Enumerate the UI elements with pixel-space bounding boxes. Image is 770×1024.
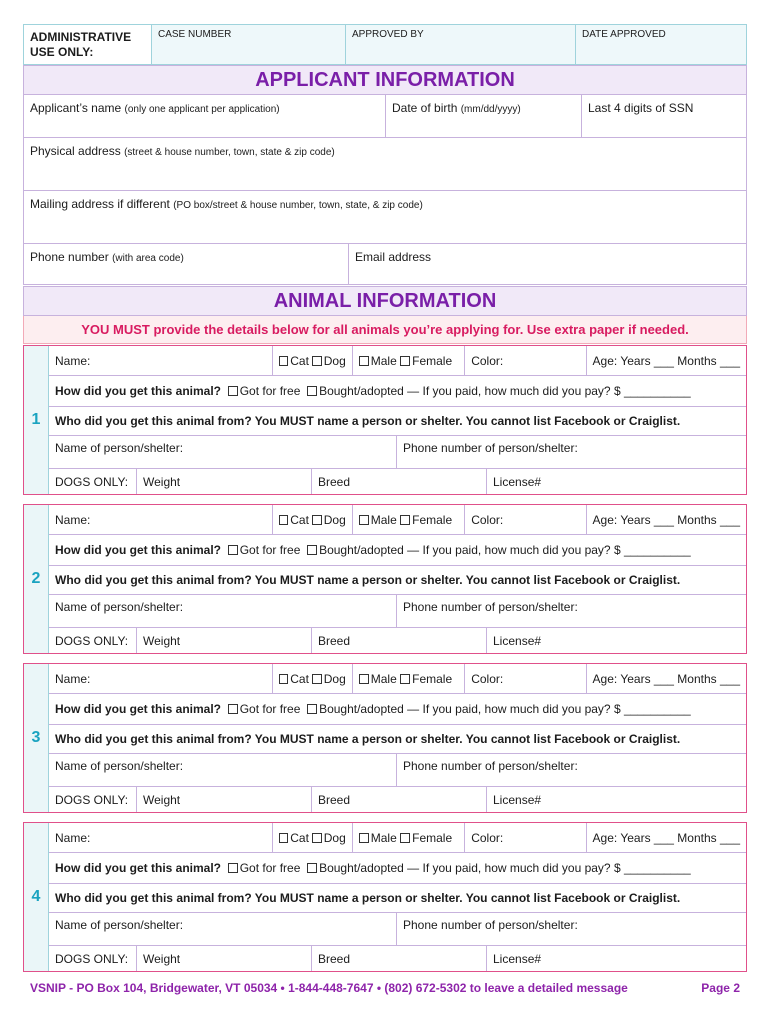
cat-checkbox[interactable] bbox=[279, 674, 288, 684]
age-label: Age: Years ___ Months ___ bbox=[592, 353, 740, 368]
dob-field[interactable] bbox=[386, 95, 582, 137]
license-field[interactable] bbox=[487, 946, 746, 971]
color-field[interactable] bbox=[465, 823, 586, 852]
person-phone-field[interactable] bbox=[397, 913, 746, 945]
phone-note: (with area code) bbox=[112, 253, 184, 264]
person-shelter-label: Name of person/shelter: bbox=[55, 918, 184, 932]
cat-label: Cat bbox=[290, 830, 309, 845]
animal-block-4 bbox=[23, 822, 747, 972]
dogs-only-label: DOGS ONLY: bbox=[55, 792, 129, 807]
applicant-name-label: Applicant’s name bbox=[30, 101, 122, 115]
weight-field[interactable] bbox=[137, 628, 312, 653]
breed-label: Breed bbox=[318, 633, 351, 648]
mailing-address-field[interactable] bbox=[23, 191, 747, 244]
breed-field[interactable] bbox=[312, 469, 487, 494]
license-label: License# bbox=[493, 633, 542, 648]
weight-field[interactable] bbox=[137, 469, 312, 494]
dogs-only-cell bbox=[49, 469, 137, 494]
age-field[interactable] bbox=[587, 505, 746, 534]
animal-number: 4 bbox=[31, 888, 41, 905]
person-shelter-field[interactable] bbox=[49, 436, 397, 468]
person-phone-label: Phone number of person/shelter: bbox=[403, 441, 578, 455]
breed-field[interactable] bbox=[312, 628, 487, 653]
animal-row-dogs bbox=[49, 628, 746, 653]
cat-checkbox[interactable] bbox=[279, 833, 288, 843]
animal-row-source bbox=[49, 725, 746, 754]
sex-choice bbox=[353, 664, 465, 693]
person-shelter-field[interactable] bbox=[49, 754, 397, 786]
animal-name-field[interactable] bbox=[49, 346, 273, 375]
applicant-row-1 bbox=[23, 95, 747, 138]
dog-checkbox[interactable] bbox=[312, 515, 321, 525]
dogs-only-cell bbox=[49, 787, 137, 812]
animal-name-field[interactable] bbox=[49, 505, 273, 534]
color-label: Color: bbox=[471, 512, 504, 527]
color-field[interactable] bbox=[465, 346, 586, 375]
free-checkbox[interactable] bbox=[228, 386, 238, 396]
free-checkbox[interactable] bbox=[228, 863, 238, 873]
dog-label: Dog bbox=[323, 353, 346, 368]
animal-row-source bbox=[49, 566, 746, 595]
footer bbox=[30, 981, 740, 995]
animal-row-basic bbox=[49, 664, 746, 694]
animal-warning: YOU MUST provide the details below for all animals you’re applying for. Use extra paper if needed. bbox=[23, 316, 747, 344]
bought-label: Bought/adopted bbox=[319, 702, 404, 716]
animal-name-label: Name: bbox=[55, 671, 91, 686]
phone-field[interactable] bbox=[24, 244, 349, 284]
breed-label: Breed bbox=[318, 951, 351, 966]
sex-choice bbox=[353, 346, 465, 375]
breed-label: Breed bbox=[318, 474, 351, 489]
species-choice bbox=[273, 346, 353, 375]
bought-checkbox[interactable] bbox=[307, 386, 317, 396]
female-checkbox[interactable] bbox=[400, 515, 410, 525]
bought-label: Bought/adopted bbox=[319, 543, 404, 557]
bought-label: Bought/adopted bbox=[319, 384, 404, 398]
paid-amount-label[interactable]: — If you paid, how much did you pay? $ __________ bbox=[407, 702, 691, 716]
male-label: Male bbox=[370, 830, 397, 845]
person-phone-field[interactable] bbox=[397, 436, 746, 468]
animal-block-2 bbox=[23, 504, 747, 654]
age-label: Age: Years ___ Months ___ bbox=[592, 512, 740, 527]
dogs-only-cell bbox=[49, 946, 137, 971]
admin-bar bbox=[23, 24, 747, 65]
breed-label: Breed bbox=[318, 792, 351, 807]
source-instruction: Who did you get this animal from? You MUST name a person or shelter. You cannot list Facebook or Craiglist. bbox=[55, 573, 681, 587]
paid-amount-label[interactable]: — If you paid, how much did you pay? $ __________ bbox=[407, 543, 691, 557]
weight-label: Weight bbox=[143, 474, 181, 489]
weight-label: Weight bbox=[143, 951, 181, 966]
bought-checkbox[interactable] bbox=[307, 545, 317, 555]
physical-address-note: (street & house number, town, state & zip code) bbox=[124, 147, 335, 158]
approved-by-field[interactable]: APPROVED BY bbox=[346, 25, 576, 64]
animal-number: 2 bbox=[31, 570, 41, 587]
sex-choice bbox=[353, 505, 465, 534]
weight-label: Weight bbox=[143, 792, 181, 807]
animal-row-person bbox=[49, 595, 746, 628]
age-label: Age: Years ___ Months ___ bbox=[592, 671, 740, 686]
color-label: Color: bbox=[471, 353, 504, 368]
female-label: Female bbox=[412, 353, 453, 368]
license-field[interactable] bbox=[487, 469, 746, 494]
free-label: Got for free bbox=[239, 384, 301, 398]
weight-field[interactable] bbox=[137, 946, 312, 971]
dogs-only-label: DOGS ONLY: bbox=[55, 633, 129, 648]
age-field[interactable] bbox=[587, 664, 746, 693]
person-shelter-label: Name of person/shelter: bbox=[55, 600, 184, 614]
animal-row-source bbox=[49, 884, 746, 913]
phone-label: Phone number bbox=[30, 250, 109, 264]
animal-number: 1 bbox=[31, 411, 41, 428]
person-shelter-label: Name of person/shelter: bbox=[55, 759, 184, 773]
animal-number: 3 bbox=[31, 729, 41, 746]
license-field[interactable] bbox=[487, 787, 746, 812]
person-shelter-field[interactable] bbox=[49, 595, 397, 627]
how-question: How did you get this animal? bbox=[55, 702, 222, 716]
dog-label: Dog bbox=[323, 512, 346, 527]
acquired-field bbox=[49, 694, 746, 724]
animal-row-acquired bbox=[49, 376, 746, 407]
weight-field[interactable] bbox=[137, 787, 312, 812]
male-checkbox[interactable] bbox=[359, 356, 369, 366]
free-checkbox[interactable] bbox=[228, 545, 238, 555]
species-choice bbox=[273, 664, 353, 693]
ssn-field[interactable] bbox=[582, 95, 746, 137]
cat-label: Cat bbox=[290, 512, 309, 527]
person-phone-field[interactable] bbox=[397, 754, 746, 786]
date-approved-field[interactable]: DATE APPROVED bbox=[582, 29, 666, 40]
animal-row-dogs bbox=[49, 787, 746, 812]
animal-row-basic bbox=[49, 823, 746, 853]
animal-row-acquired bbox=[49, 694, 746, 725]
paid-amount-label[interactable]: — If you paid, how much did you pay? $ __________ bbox=[407, 861, 691, 875]
email-field[interactable] bbox=[349, 244, 746, 284]
dog-checkbox[interactable] bbox=[312, 674, 321, 684]
free-checkbox[interactable] bbox=[228, 704, 238, 714]
male-checkbox[interactable] bbox=[359, 515, 369, 525]
cat-label: Cat bbox=[290, 671, 309, 686]
case-number-field[interactable]: CASE NUMBER bbox=[152, 25, 346, 64]
female-label: Female bbox=[412, 512, 453, 527]
animal-name-label: Name: bbox=[55, 512, 91, 527]
acquired-field bbox=[49, 853, 746, 883]
female-checkbox[interactable] bbox=[400, 833, 410, 843]
applicant-section-title: APPLICANT INFORMATION bbox=[23, 65, 747, 95]
color-label: Color: bbox=[471, 671, 504, 686]
animal-row-basic bbox=[49, 505, 746, 535]
applicant-row-contact bbox=[23, 244, 747, 285]
dog-label: Dog bbox=[323, 830, 346, 845]
color-field[interactable] bbox=[465, 664, 586, 693]
how-question: How did you get this animal? bbox=[55, 861, 222, 875]
free-label: Got for free bbox=[239, 702, 301, 716]
female-label: Female bbox=[412, 671, 453, 686]
cat-label: Cat bbox=[290, 353, 309, 368]
dob-note: (mm/dd/yyyy) bbox=[460, 104, 521, 115]
mailing-address-note: (PO box/street & house number, town, state, & zip code) bbox=[173, 200, 423, 211]
animal-row-dogs bbox=[49, 946, 746, 971]
animal-row-acquired bbox=[49, 535, 746, 566]
dog-label: Dog bbox=[323, 671, 346, 686]
dogs-only-label: DOGS ONLY: bbox=[55, 474, 129, 489]
cat-checkbox[interactable] bbox=[279, 356, 288, 366]
color-field[interactable] bbox=[465, 505, 586, 534]
male-checkbox[interactable] bbox=[359, 674, 369, 684]
species-choice bbox=[273, 505, 353, 534]
mailing-address-label: Mailing address if different bbox=[30, 197, 170, 211]
age-field[interactable] bbox=[587, 823, 746, 852]
person-phone-label: Phone number of person/shelter: bbox=[403, 759, 578, 773]
animal-row-person bbox=[49, 754, 746, 787]
license-label: License# bbox=[493, 474, 542, 489]
male-label: Male bbox=[370, 512, 397, 527]
ssn-label: Last 4 digits of SSN bbox=[588, 101, 694, 115]
cat-checkbox[interactable] bbox=[279, 515, 288, 525]
animal-section-title: ANIMAL INFORMATION bbox=[23, 286, 747, 316]
license-field[interactable] bbox=[487, 628, 746, 653]
page-number: Page 2 bbox=[701, 981, 740, 995]
dog-checkbox[interactable] bbox=[312, 833, 321, 843]
animal-row-dogs bbox=[49, 469, 746, 494]
person-phone-label: Phone number of person/shelter: bbox=[403, 918, 578, 932]
bought-checkbox[interactable] bbox=[307, 704, 317, 714]
animal-block-3 bbox=[23, 663, 747, 813]
applicant-name-note: (only one applicant per application) bbox=[124, 104, 280, 115]
email-label: Email address bbox=[355, 250, 432, 264]
license-label: License# bbox=[493, 951, 542, 966]
animal-name-field[interactable] bbox=[49, 664, 273, 693]
bought-label: Bought/adopted bbox=[319, 861, 404, 875]
physical-address-field[interactable] bbox=[23, 138, 747, 191]
person-shelter-label: Name of person/shelter: bbox=[55, 441, 184, 455]
admin-label: ADMINISTRATIVE USE ONLY: bbox=[24, 25, 152, 64]
footer-contact: VSNIP - PO Box 104, Bridgewater, VT 05034 • 1-844-448-7647 • (802) 672-5302 to leave a detailed message bbox=[30, 981, 628, 995]
animal-row-source bbox=[49, 407, 746, 436]
how-question: How did you get this animal? bbox=[55, 384, 222, 398]
how-question: How did you get this animal? bbox=[55, 543, 222, 557]
person-phone-label: Phone number of person/shelter: bbox=[403, 600, 578, 614]
person-shelter-field[interactable] bbox=[49, 913, 397, 945]
dogs-only-cell bbox=[49, 628, 137, 653]
breed-field[interactable] bbox=[312, 946, 487, 971]
animal-name-label: Name: bbox=[55, 830, 91, 845]
color-label: Color: bbox=[471, 830, 504, 845]
age-field[interactable] bbox=[587, 346, 746, 375]
male-label: Male bbox=[370, 671, 397, 686]
species-choice bbox=[273, 823, 353, 852]
breed-field[interactable] bbox=[312, 787, 487, 812]
acquired-field bbox=[49, 535, 746, 565]
male-label: Male bbox=[370, 353, 397, 368]
animal-block-1 bbox=[23, 345, 747, 495]
age-label: Age: Years ___ Months ___ bbox=[592, 830, 740, 845]
weight-label: Weight bbox=[143, 633, 181, 648]
dog-checkbox[interactable] bbox=[312, 356, 321, 366]
sex-choice bbox=[353, 823, 465, 852]
paid-amount-label[interactable]: — If you paid, how much did you pay? $ __________ bbox=[407, 384, 691, 398]
source-instruction: Who did you get this animal from? You MUST name a person or shelter. You cannot list Facebook or Craiglist. bbox=[55, 891, 681, 905]
female-checkbox[interactable] bbox=[400, 356, 410, 366]
license-label: License# bbox=[493, 792, 542, 807]
female-checkbox[interactable] bbox=[400, 674, 410, 684]
animal-row-person bbox=[49, 913, 746, 946]
dogs-only-label: DOGS ONLY: bbox=[55, 951, 129, 966]
animal-row-acquired bbox=[49, 853, 746, 884]
female-label: Female bbox=[412, 830, 453, 845]
animal-name-label: Name: bbox=[55, 353, 91, 368]
source-instruction: Who did you get this animal from? You MUST name a person or shelter. You cannot list Facebook or Craiglist. bbox=[55, 414, 681, 428]
physical-address-label: Physical address bbox=[30, 144, 121, 158]
source-instruction: Who did you get this animal from? You MUST name a person or shelter. You cannot list Facebook or Craiglist. bbox=[55, 732, 681, 746]
acquired-field bbox=[49, 376, 746, 406]
animal-row-person bbox=[49, 436, 746, 469]
free-label: Got for free bbox=[239, 861, 301, 875]
free-label: Got for free bbox=[239, 543, 301, 557]
person-phone-field[interactable] bbox=[397, 595, 746, 627]
dob-label: Date of birth bbox=[392, 101, 458, 115]
applicant-name-field[interactable] bbox=[24, 95, 386, 137]
bought-checkbox[interactable] bbox=[307, 863, 317, 873]
animal-row-basic bbox=[49, 346, 746, 376]
male-checkbox[interactable] bbox=[359, 833, 369, 843]
animal-name-field[interactable] bbox=[49, 823, 273, 852]
